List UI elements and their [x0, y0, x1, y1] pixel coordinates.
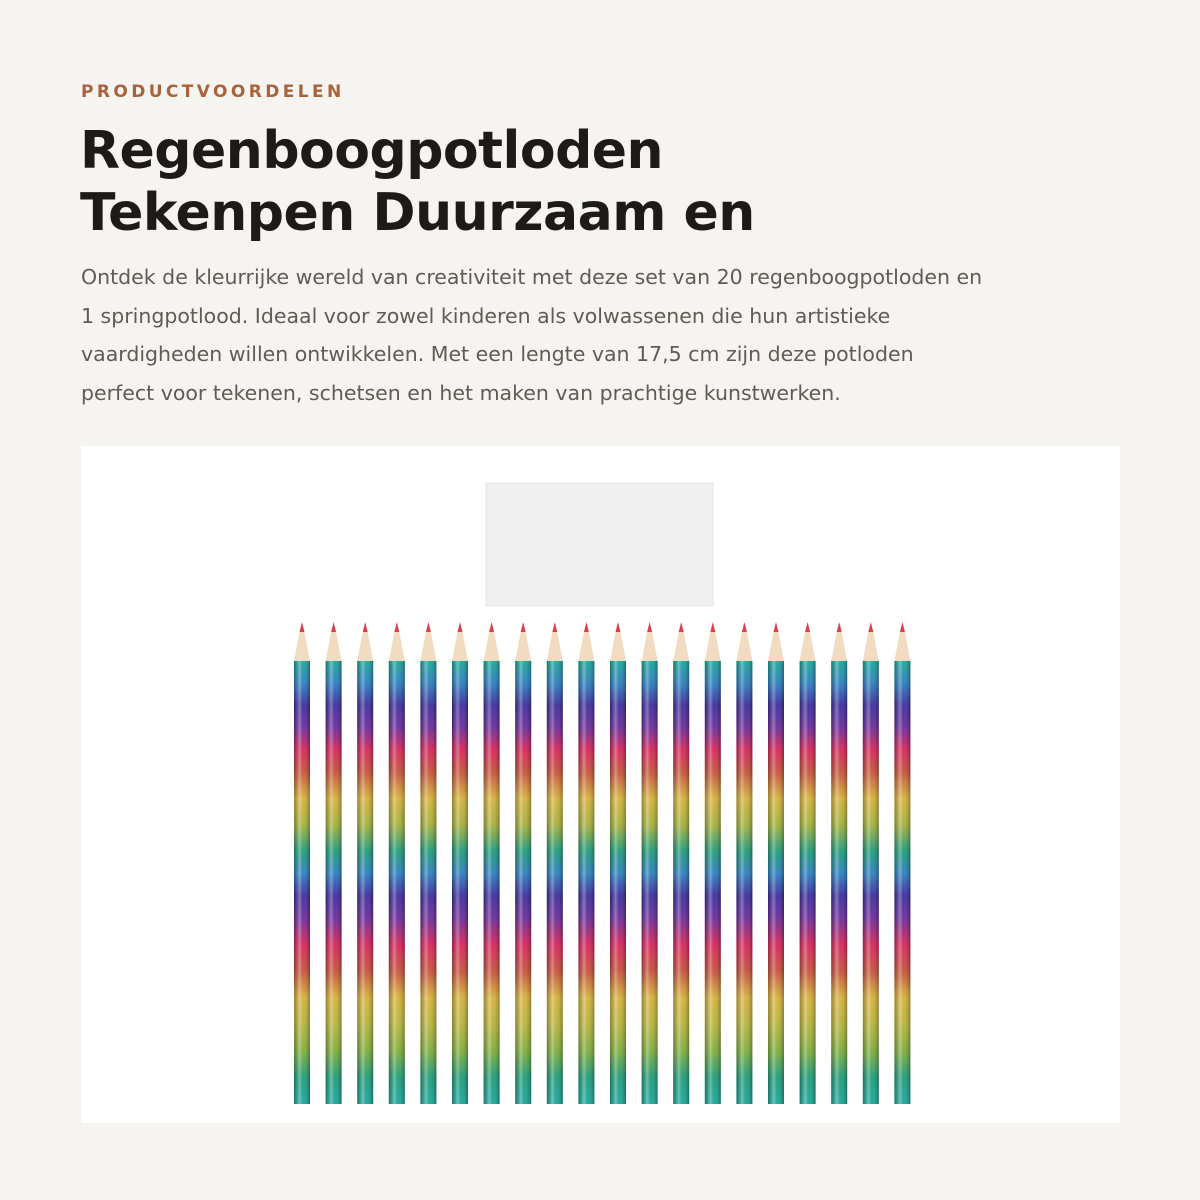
pencil-wood-tip [515, 632, 531, 661]
pencil-shine [452, 661, 468, 1104]
pencil [831, 622, 847, 1104]
pencil [484, 622, 500, 1104]
pencil-wood-tip [863, 632, 879, 661]
pencil-lead [774, 622, 779, 632]
pencil-shine [357, 661, 373, 1104]
description-line-1: Ontdek de kleurrijke wereld van creativiteit met deze set van 20 regenboogpotloden en [81, 265, 983, 289]
pencil-shine [831, 661, 847, 1104]
pencil [673, 622, 689, 1104]
pencil-wood-tip [610, 632, 626, 661]
pencil-wood-tip [578, 632, 594, 661]
pencil-wood-tip [484, 632, 500, 661]
pencil-wood-tip [736, 632, 752, 661]
rainbow-pencils-illustration [81, 446, 1120, 1123]
pencil-shine [484, 661, 500, 1104]
pencil-lead [616, 622, 621, 632]
pencil [800, 622, 816, 1104]
pencil-wood-tip [452, 632, 468, 661]
pencil [863, 622, 879, 1104]
pencil [705, 622, 721, 1104]
pencil-lead [552, 622, 557, 632]
pencil-lead [394, 622, 399, 632]
pencil [547, 622, 563, 1104]
section-eyebrow: PRODUCTVOORDELEN [81, 82, 345, 102]
pencil-wood-tip [831, 632, 847, 661]
pencil-wood-tip [768, 632, 784, 661]
pencil-lead [647, 622, 652, 632]
pencil-lead [805, 622, 810, 632]
pencil [357, 622, 373, 1104]
product-title-line-1: Regenboogpotloden [80, 121, 664, 181]
pencil-wood-tip [357, 632, 373, 661]
pencil-shine [800, 661, 816, 1104]
pencil [768, 622, 784, 1104]
pencil-lead [742, 622, 747, 632]
pencil [294, 622, 310, 1104]
product-image [81, 446, 1120, 1123]
pencil-wood-tip [673, 632, 689, 661]
pencil-shine [894, 661, 910, 1104]
pencil-shine [863, 661, 879, 1104]
pencil [420, 622, 436, 1104]
pencil-lead [521, 622, 526, 632]
pencil [515, 622, 531, 1104]
pencil-wood-tip [389, 632, 405, 661]
pencil-shine [768, 661, 784, 1104]
pencil-lead [900, 622, 905, 632]
pencil-shine [326, 661, 342, 1104]
description-line-4: perfect voor tekenen, schetsen en het maken van prachtige kunstwerken. [81, 380, 841, 405]
pencil-wood-tip [642, 632, 658, 661]
pencil-shine [515, 661, 531, 1104]
pencil-wood-tip [420, 632, 436, 661]
pencil-shine [642, 661, 658, 1104]
product-title [80, 120, 1120, 244]
pencil [894, 622, 910, 1104]
pencil-shine [420, 661, 436, 1104]
pencil-lead [458, 622, 463, 632]
description-line-3: vaardigheden willen ontwikkelen. Met een lengte van 17,5 cm zijn deze potloden [81, 342, 914, 366]
pencil-shine [578, 661, 594, 1104]
pencil [642, 622, 658, 1104]
product-description [81, 258, 1121, 412]
pencil-wood-tip [294, 632, 310, 661]
pencil-lead [584, 622, 589, 632]
sharpener-box [486, 483, 713, 606]
pencil-lead [679, 622, 684, 632]
pencil [326, 622, 342, 1104]
pencil-shine [389, 661, 405, 1104]
pencil [389, 622, 405, 1104]
pencil [452, 622, 468, 1104]
pencil-lead [868, 622, 873, 632]
pencil-group [294, 622, 910, 1104]
pencil-lead [489, 622, 494, 632]
pencil [610, 622, 626, 1104]
pencil-lead [426, 622, 431, 632]
pencil-shine [547, 661, 563, 1104]
pencil [736, 622, 752, 1104]
pencil-wood-tip [800, 632, 816, 661]
pencil-shine [705, 661, 721, 1104]
pencil-wood-tip [705, 632, 721, 661]
pencil [578, 622, 594, 1104]
pencil-shine [610, 661, 626, 1104]
pencil-wood-tip [326, 632, 342, 661]
pencil-wood-tip [894, 632, 910, 661]
pencil-shine [736, 661, 752, 1104]
pencil-lead [300, 622, 305, 632]
pencil-shine [673, 661, 689, 1104]
description-line-2: 1 springpotlood. Ideaal voor zowel kinderen als volwassenen die hun artistieke [81, 303, 891, 328]
product-title-line-2: Tekenpen Duurzaam en [80, 183, 755, 243]
pencil-lead [331, 622, 336, 632]
pencil-wood-tip [547, 632, 563, 661]
pencil-shine [294, 661, 310, 1104]
pencil-lead [363, 622, 368, 632]
pencil-lead [710, 622, 715, 632]
pencil-lead [837, 622, 842, 632]
